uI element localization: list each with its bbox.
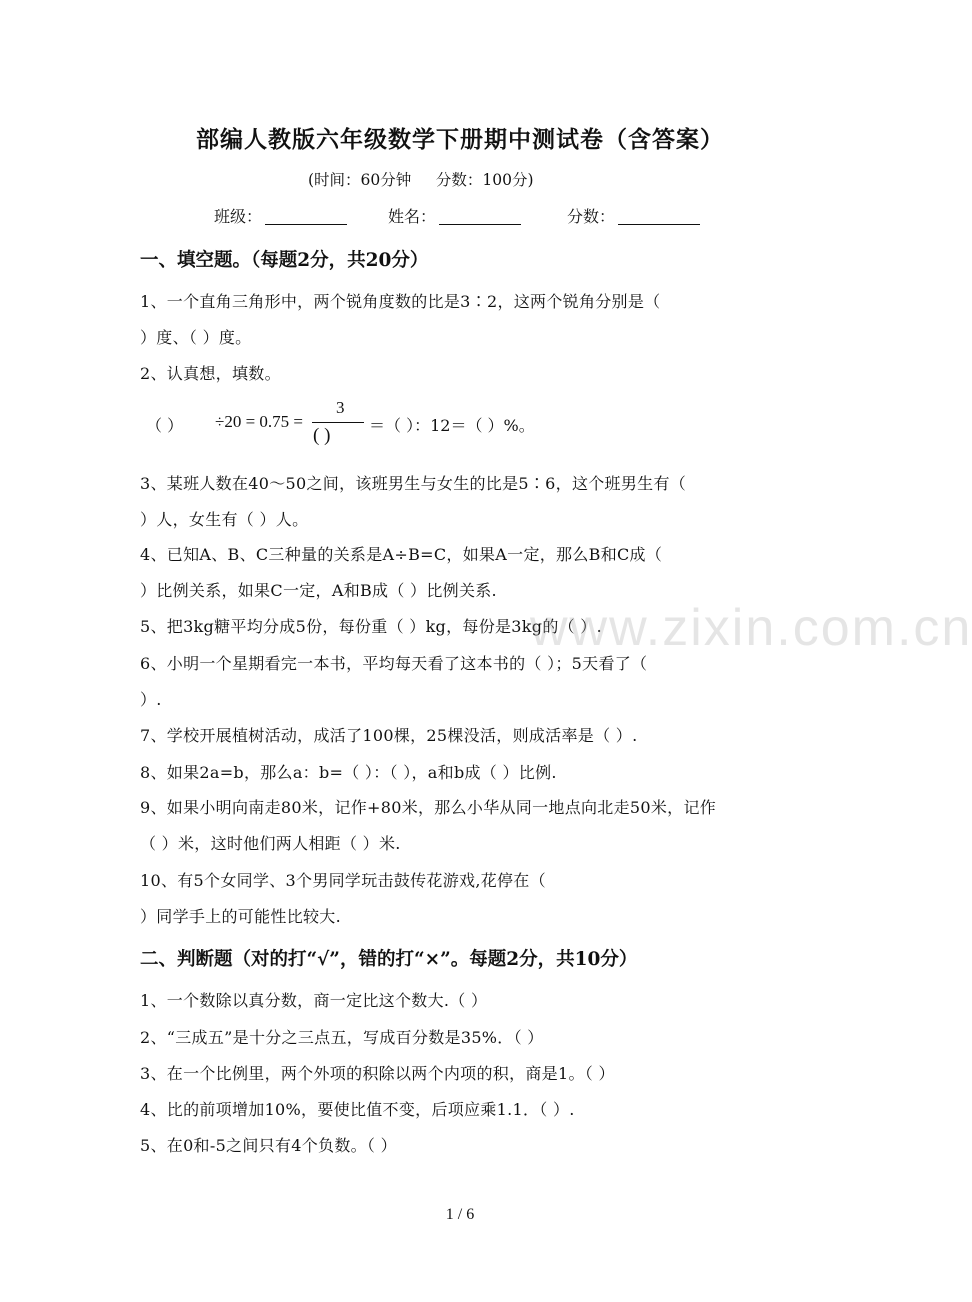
question-line: 2、认真想，填数。 [140,364,281,383]
score-field [567,204,700,227]
question-line: 10、有5个女同学、3个男同学玩击鼓传花游戏,花停在（ [140,871,546,890]
question-line: ）度、（ ）度。 [140,328,252,347]
class-field [214,204,347,227]
page-title: 部编人教版六年级数学下册期中测试卷（含答案） [196,126,724,153]
question-line: 5、在0和-5之间只有4个负数。（ ） [140,1136,397,1155]
question-line: ）比例关系，如果C一定，A和B成（ ）比例关系. [140,581,497,600]
question-line: 2、“三成五”是十分之三点五，写成百分数是35%．（ ） [140,1028,544,1047]
name-field [388,204,521,227]
question-line: 7、学校开展植树活动，成活了100棵，25棵没活，则成活率是（ ）. [140,726,638,745]
question-line: 9、如果小明向南走80米，记作+80米，那么小华从同一地点向北走50米，记作 [140,798,717,817]
score-blank[interactable] [618,207,700,225]
fraction-bar [312,422,364,423]
page-number: 1 / 6 [445,1206,475,1223]
formula-blank-1: （ ） [146,416,184,435]
watermark: www.zixin.com.cn [530,599,972,657]
exam-info: (时间：60分钟 分数：100分) [308,171,534,189]
class-blank[interactable] [265,207,347,225]
question-line: 1、一个数除以真分数，商一定比这个数大.（ ） [140,991,488,1010]
fraction-numerator: 3 [336,398,345,417]
question-line: ）. [140,690,162,709]
question-line: （ ）米，这时他们两人相距（ ）米. [140,834,401,853]
question-line: 3、在一个比例里，两个外项的积除以两个内项的积，商是1。（ ） [140,1064,615,1083]
section-fill-in-heading: 一、填空题。（每题2分，共20分） [140,250,429,271]
question-line: 3、某班人数在40～50之间，该班男生与女生的比是5∶6，这个班男生有（ [140,474,687,493]
class-label: 班级： [214,207,263,226]
name-blank[interactable] [439,207,521,225]
question-line: 8、如果2a=b，那么a：b=（ ）：（ ），a和b成（ ）比例. [140,763,557,782]
question-line: 5、把3kg糖平均分成5份，每份重（ ）kg，每份是3kg的（ ）. [140,617,602,636]
question-2-formula [140,395,840,455]
section-true-false-heading: 二、判断题（对的打“√”，错的打“×”。每题2分，共10分） [140,949,638,970]
question-line: ）人，女生有（ ）人。 [140,510,309,529]
name-label: 姓名： [388,207,437,226]
question-line: 1、一个直角三角形中，两个锐角度数的比是3∶2，这两个锐角分别是（ [140,292,661,311]
fraction-denominator: ( ) [313,425,331,446]
question-line: 4、比的前项增加10%，要使比值不变，后项应乘1.1．（ ）. [140,1100,575,1119]
formula-expression: ÷20 = 0.75 = [215,412,304,431]
score-label: 分数： [567,207,616,226]
formula-remainder: ＝（ ）：12＝（ ）%。 [369,416,535,435]
question-line: 4、已知A、B、C三种量的关系是A÷B=C，如果A一定，那么B和C成（ [140,545,663,564]
question-line: ）同学手上的可能性比较大. [140,907,341,926]
question-line: 6、小明一个星期看完一本书，平均每天看了这本书的（ ）；5天看了（ [140,654,648,673]
